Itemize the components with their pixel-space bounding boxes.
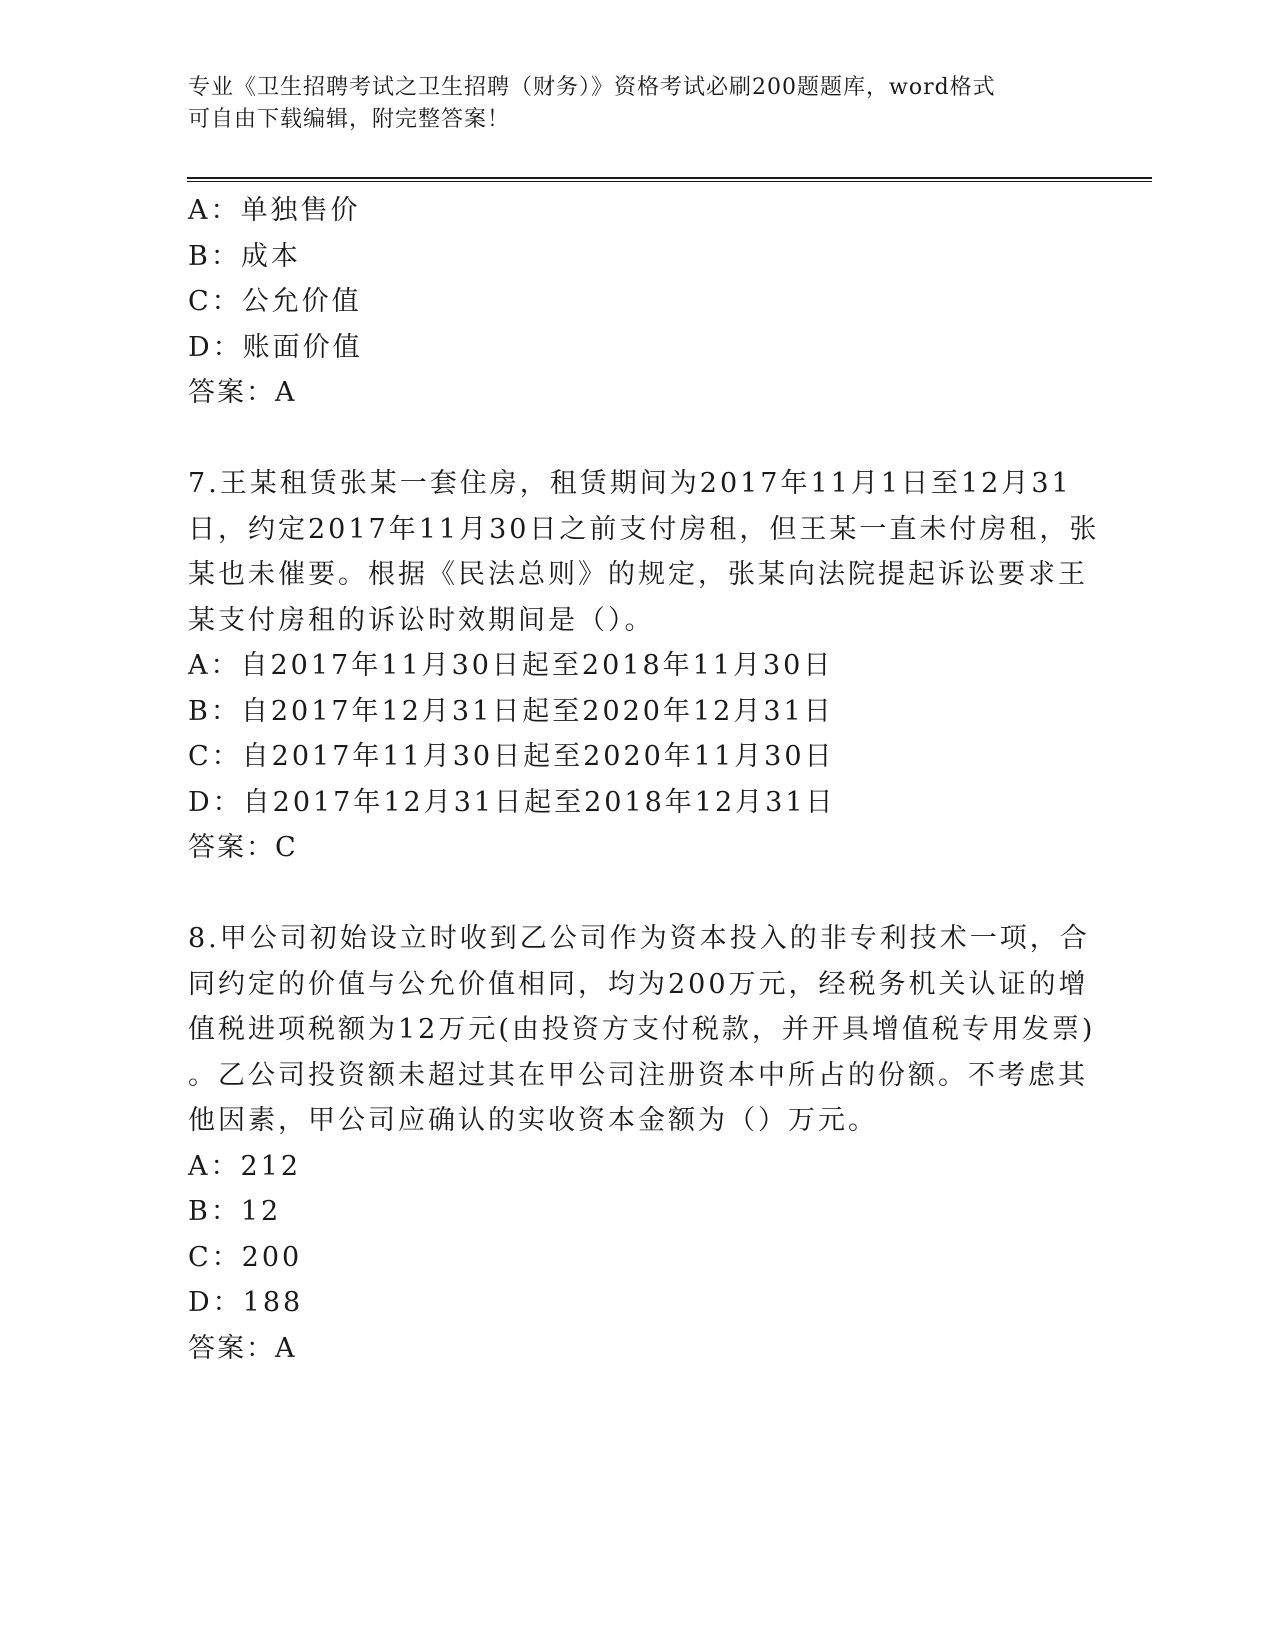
option-d: D：188 [188, 1287, 304, 1318]
option-b: B：成本 [188, 240, 301, 272]
stem-line: 他因素，甲公司应确认的实收资本金额为（）万元。 [188, 1105, 878, 1136]
stem-line: 某也未催要。根据《民法总则》的规定，张某向法院提起诉讼要求王 [188, 559, 1088, 590]
option-c: C：自2017年11月30日起至2020年11月30日 [188, 741, 835, 772]
answer-line: 答案：C [188, 832, 298, 863]
header-divider-thin [187, 181, 1152, 182]
question-stem [188, 916, 1096, 1144]
answer-line: 答案：A [188, 1332, 297, 1364]
header-line-2: 可自由下载编辑，附完整答案！ [188, 107, 511, 132]
option-c: C：公允价值 [188, 286, 362, 317]
stem-line: 同约定的价值与公允价值相同，均为200万元，经税务机关认证的增 [188, 968, 1089, 1000]
question-stem [188, 461, 1100, 643]
question-7 [188, 461, 1100, 871]
stem-line: 8.甲公司初始设立时收到乙公司作为资本投入的非专利技术一项，合 [188, 923, 1090, 954]
question-8 [188, 916, 1096, 1372]
header-divider-thick [187, 177, 1152, 179]
answer-line: 答案：A [188, 377, 297, 408]
option-a: A：自2017年11月30日起至2018年11月30日 [188, 650, 834, 681]
stem-line: 某支付房租的诉讼时效期间是（）。 [188, 604, 655, 636]
stem-line: 值税进项税额为12万元(由投资方支付税款，并开具增值税专用发票) [188, 1014, 1096, 1045]
header-line-1: 专业《卫生招聘考试之卫生招聘（财务）》资格考试必刷200题题库，word格式 [188, 75, 996, 100]
question-6-tail [188, 188, 1088, 416]
option-a: A：单独售价 [188, 195, 361, 226]
option-c: C：200 [188, 1241, 303, 1273]
option-d: D：自2017年12月31日起至2018年12月31日 [188, 786, 836, 818]
document-header [188, 72, 1088, 136]
stem-line: 7.王某租赁张某一套住房，租赁期间为2017年11月1日至12月31 [188, 468, 1072, 499]
stem-line: 。乙公司投资额未超过其在甲公司注册资本中所占的份额。不考虑其 [188, 1059, 1088, 1091]
document-body [188, 188, 1100, 1372]
option-d: D：账面价值 [188, 331, 363, 363]
option-b: B：自2017年12月31日起至2020年12月31日 [188, 695, 834, 727]
option-b: B：12 [188, 1196, 282, 1227]
option-a: A：212 [188, 1150, 302, 1182]
stem-line: 日，约定2017年11月30日之前支付房租，但王某一直未付房租，张 [188, 513, 1100, 545]
